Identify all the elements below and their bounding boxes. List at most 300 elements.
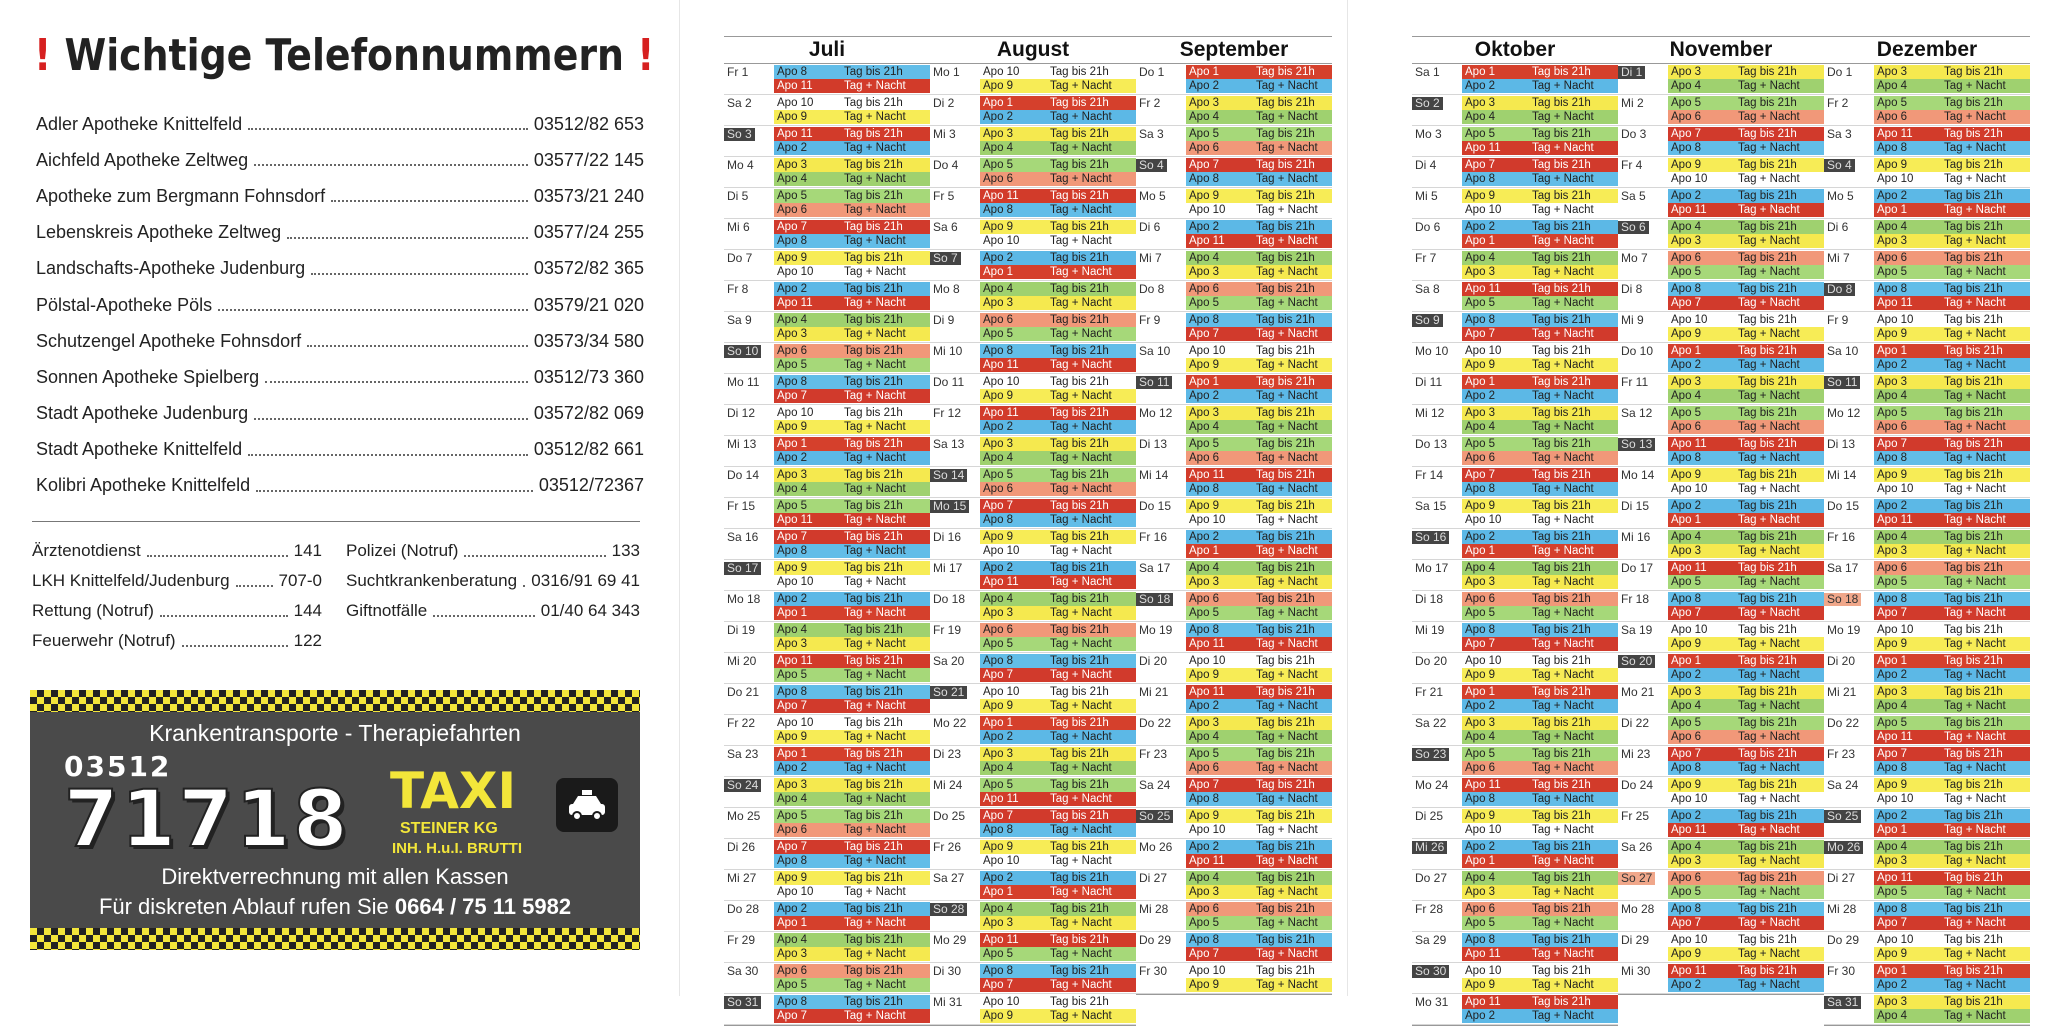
duty-entry [980,203,1136,217]
day-date: Do 7 [727,251,753,265]
dot-leader [331,194,528,202]
duty-shift: Tag bis 21h [1944,283,2003,295]
day-label [724,437,774,465]
duty-shift: Tag bis 21h [1050,841,1109,853]
day-label [930,406,980,434]
duty-entry [1874,623,2030,637]
day-row [1136,839,1332,870]
day-label [724,623,774,651]
duty-pharmacy: Apo 10 [983,66,1020,78]
duty-entry [1186,203,1332,217]
duty-shift: Tag bis 21h [1944,717,2003,729]
duty-shift: Tag bis 21h [1944,190,2003,202]
duty-rows [1874,685,2030,713]
duty-shift: Tag bis 21h [1532,128,1591,140]
duty-pharmacy: Apo 3 [1877,686,1908,698]
day-date: Sa 29 [1415,933,1447,947]
day-list [1136,64,1332,995]
duty-entry [1668,902,1824,916]
duty-shift: Tag + Nacht [1050,235,1112,247]
duty-entry [1668,544,1824,558]
day-label [724,778,774,806]
duty-rows [1668,282,1824,310]
duty-shift: Tag bis 21h [1738,128,1797,140]
day-label [1412,964,1462,992]
duty-pharmacy: Apo 2 [1189,390,1220,402]
day-label [1824,499,1874,527]
duty-pharmacy: Apo 7 [1189,328,1220,340]
duty-pharmacy: Apo 7 [1465,638,1496,650]
duty-shift: Tag bis 21h [1532,562,1591,574]
day-row [1824,777,2030,808]
dot-leader [523,579,525,587]
duty-pharmacy: Apo 9 [1189,979,1220,991]
duty-rows [1668,778,1824,806]
duty-entry [1462,730,1618,744]
duty-pharmacy: Apo 9 [1189,190,1220,202]
day-label [1824,902,1874,930]
duty-pharmacy: Apo 1 [983,266,1014,278]
taxi-call-line [30,894,640,920]
duty-pharmacy: Apo 6 [983,624,1014,636]
duty-shift: Tag bis 21h [1738,97,1797,109]
day-date: Do 1 [1139,65,1165,79]
day-date: Do 1 [1827,65,1853,79]
duty-shift: Tag + Nacht [1738,824,1800,836]
duty-shift: Tag bis 21h [1256,469,1315,481]
duty-pharmacy: Apo 2 [1671,190,1702,202]
duty-shift: Tag bis 21h [1738,66,1797,78]
duty-entry [980,296,1136,310]
duty-shift: Tag + Nacht [1944,824,2006,836]
duty-pharmacy: Apo 4 [1877,221,1908,233]
duty-entry [1874,79,2030,93]
duty-entry [1186,110,1332,124]
duty-shift: Tag + Nacht [1944,328,2006,340]
duty-shift: Tag + Nacht [1944,638,2006,650]
day-row [1824,467,2030,498]
day-row [930,994,1136,1025]
duty-pharmacy: Apo 7 [1671,297,1702,309]
duty-shift: Tag + Nacht [1738,514,1800,526]
duty-entry [1668,220,1824,234]
day-date: Di 9 [933,313,955,327]
day-label [1824,158,1874,186]
duty-pharmacy: Apo 8 [777,996,808,1008]
day-date: Mi 20 [727,654,757,668]
day-row [1618,281,1824,312]
duty-pharmacy: Apo 2 [983,111,1014,123]
duty-rows [1668,468,1824,496]
duty-entry [1668,871,1824,885]
day-label [1136,747,1186,775]
day-label [1824,127,1874,155]
duty-rows [980,158,1136,186]
duty-pharmacy: Apo 4 [1189,252,1220,264]
day-row [930,312,1136,343]
duty-rows [1186,716,1332,744]
duty-entry [1462,668,1618,682]
duty-shift: Tag bis 21h [1050,562,1109,574]
duty-shift: Tag + Nacht [844,545,906,557]
day-date: Fr 4 [1621,158,1643,172]
duty-entry [980,220,1136,234]
day-label [1618,437,1668,465]
duty-shift: Tag + Nacht [1050,669,1112,681]
duty-entry [1462,265,1618,279]
duty-rows [980,592,1136,620]
duty-pharmacy: Apo 5 [1671,886,1702,898]
day-date: Mo 14 [1621,468,1655,482]
day-row [1136,343,1332,374]
day-label [1824,437,1874,465]
duty-pharmacy: Apo 2 [777,452,808,464]
day-date: Sa 23 [727,747,759,761]
day-date: Mi 19 [1415,623,1445,637]
duty-rows [980,685,1136,713]
day-label [724,747,774,775]
duty-shift: Tag + Nacht [1944,483,2006,495]
duty-entry [774,902,930,916]
day-label [724,65,774,93]
duty-rows [1874,561,2030,589]
duty-entry [1874,358,2030,372]
duty-shift: Tag + Nacht [1738,297,1800,309]
exclamation-left: ! [34,30,52,81]
duty-pharmacy: Apo 9 [777,872,808,884]
duty-shift: Tag bis 21h [844,593,903,605]
duty-shift: Tag bis 21h [1532,345,1591,357]
duty-shift: Tag + Nacht [1050,545,1112,557]
duty-shift: Tag + Nacht [1532,266,1594,278]
day-label [1618,468,1668,496]
duty-shift: Tag + Nacht [1738,793,1800,805]
pharmacy-name: Stadt Apotheke Judenburg [36,403,249,424]
emergency-phone: 133 [611,541,640,560]
duty-pharmacy: Apo 2 [1465,1010,1496,1022]
duty-rows [1462,747,1618,775]
duty-pharmacy: Apo 10 [777,266,814,278]
duty-entry [1462,544,1618,558]
duty-pharmacy: Apo 10 [1877,314,1914,326]
duty-rows [1874,189,2030,217]
duty-entry [774,389,930,403]
duty-entry [980,110,1136,124]
duty-pharmacy: Apo 9 [777,421,808,433]
duty-pharmacy: Apo 1 [1465,545,1496,557]
duty-shift: Tag bis 21h [1944,624,2003,636]
day-row [1618,188,1824,219]
duty-shift: Tag + Nacht [1738,979,1800,991]
duty-shift: Tag bis 21h [1256,934,1315,946]
day-date: Fr 16 [1139,530,1168,544]
duty-entry [774,327,930,341]
duty-entry [1874,544,2030,558]
duty-pharmacy: Apo 4 [1465,872,1496,884]
duty-entry [1874,947,2030,961]
day-row [1412,746,1618,777]
duty-entry [980,964,1136,978]
duty-rows [1874,933,2030,961]
day-label [930,127,980,155]
emergency-row [346,566,640,596]
duty-pharmacy: Apo 11 [1671,824,1707,836]
duty-rows [1462,902,1618,930]
day-row [930,591,1136,622]
day-date: So 25 [1136,810,1173,823]
duty-entry [1462,220,1618,234]
duty-pharmacy: Apo 4 [1465,731,1496,743]
duty-rows [1186,933,1332,961]
duty-shift: Tag bis 21h [1256,686,1315,698]
duty-entry [1186,854,1332,868]
duty-rows [1462,282,1618,310]
duty-pharmacy: Apo 11 [983,934,1019,946]
duty-pharmacy: Apo 10 [1189,345,1226,357]
pharmacy-phone: 03572/82 365 [533,258,644,279]
day-row [930,560,1136,591]
duty-entry [1668,110,1824,124]
duty-shift: Tag + Nacht [1050,266,1112,278]
day-date: Fr 19 [933,623,962,637]
duty-entry [774,668,930,682]
duty-shift: Tag bis 21h [1532,97,1591,109]
duty-pharmacy: Apo 8 [777,235,808,247]
duty-pharmacy: Apo 3 [1189,717,1220,729]
duty-pharmacy: Apo 4 [983,903,1014,915]
duty-pharmacy: Apo 11 [1189,855,1225,867]
day-row [1824,498,2030,529]
day-label [1136,840,1186,868]
day-label [1136,592,1186,620]
duty-shift: Tag bis 21h [1532,717,1591,729]
day-date: So 16 [1412,531,1449,544]
duty-shift: Tag + Nacht [1532,824,1594,836]
duty-shift: Tag + Nacht [1050,700,1112,712]
pharmacy-row [36,323,644,359]
duty-pharmacy: Apo 7 [1671,748,1702,760]
duty-pharmacy: Apo 6 [1189,762,1220,774]
duty-entry [774,871,930,885]
duty-pharmacy: Apo 9 [1671,328,1702,340]
duty-entry [1668,823,1824,837]
duty-entry [774,375,930,389]
day-label [1136,561,1186,589]
duty-pharmacy: Apo 2 [1189,80,1220,92]
duty-shift: Tag bis 21h [844,934,903,946]
day-row [1136,529,1332,560]
day-date: Fr 2 [1827,96,1849,110]
duty-shift: Tag + Nacht [844,514,906,526]
duty-entry [1462,606,1618,620]
duty-pharmacy: Apo 7 [777,1010,808,1022]
day-label [1618,623,1668,651]
checker-border-bottom [30,928,640,950]
duty-pharmacy: Apo 6 [777,965,808,977]
duty-pharmacy: Apo 5 [1465,917,1496,929]
dot-leader [311,267,528,275]
duty-entry [1668,809,1824,823]
duty-pharmacy: Apo 10 [1671,793,1708,805]
day-label [1412,778,1462,806]
duty-pharmacy: Apo 7 [777,390,808,402]
duty-entry [774,623,930,637]
duty-shift: Tag bis 21h [1944,66,2003,78]
duty-rows [1186,654,1332,682]
duty-entry [774,699,930,713]
duty-entry [1874,792,2030,806]
emergency-row [32,566,322,596]
duty-shift: Tag bis 21h [1738,376,1797,388]
pharmacy-phone: 03573/34 580 [533,330,644,351]
duty-entry [1186,606,1332,620]
duty-pharmacy: Apo 4 [983,452,1014,464]
duty-entry [1186,220,1332,234]
duty-rows [1186,902,1332,930]
day-label [1618,251,1668,279]
duty-entry [774,778,930,792]
duty-shift: Tag + Nacht [1738,328,1800,340]
duty-pharmacy: Apo 7 [1465,469,1496,481]
duty-pharmacy: Apo 7 [1465,159,1496,171]
day-date: Mi 14 [1827,468,1857,482]
pharmacy-row [36,468,644,504]
day-row [1412,250,1618,281]
duty-shift: Tag bis 21h [1256,841,1315,853]
duty-shift: Tag + Nacht [1944,731,2006,743]
duty-pharmacy: Apo 11 [777,80,813,92]
duty-shift: Tag bis 21h [1738,934,1797,946]
day-label [724,964,774,992]
duty-pharmacy: Apo 10 [777,407,814,419]
day-row [724,591,930,622]
duty-rows [1186,344,1332,372]
duty-entry [1874,344,2030,358]
day-date: Do 18 [933,592,966,606]
day-date: So 23 [1412,748,1449,761]
duty-shift: Tag bis 21h [1256,965,1315,977]
duty-pharmacy: Apo 3 [1189,97,1220,109]
duty-rows [1462,871,1618,899]
duty-pharmacy: Apo 5 [777,500,808,512]
duty-rows [1186,778,1332,806]
duty-pharmacy: Apo 8 [1189,793,1220,805]
duty-shift: Tag + Nacht [1738,948,1800,960]
duty-entry [1462,189,1618,203]
duty-shift: Tag bis 21h [844,686,903,698]
duty-pharmacy: Apo 10 [1189,965,1226,977]
duty-pharmacy: Apo 2 [1465,221,1496,233]
day-row [724,126,930,157]
duty-pharmacy: Apo 2 [1189,841,1220,853]
day-row [724,622,930,653]
duty-pharmacy: Apo 2 [983,872,1014,884]
pharmacy-row [36,287,644,323]
duty-entry [774,964,930,978]
day-label [1136,902,1186,930]
dot-leader [218,303,528,311]
duty-shift: Tag + Nacht [844,762,906,774]
duty-pharmacy: Apo 2 [1465,390,1496,402]
day-row [1618,436,1824,467]
duty-rows [1186,623,1332,651]
duty-rows [1874,592,2030,620]
duty-pharmacy: Apo 5 [1671,407,1702,419]
duty-entry [980,854,1136,868]
duty-pharmacy: Apo 9 [1877,159,1908,171]
emergency-phone: 144 [293,601,322,620]
duty-entry [1668,575,1824,589]
duty-entry [1186,823,1332,837]
day-row [724,715,930,746]
duty-shift: Tag bis 21h [1944,748,2003,760]
day-date: Mi 28 [1139,902,1169,916]
duty-entry [774,420,930,434]
duty-shift: Tag + Nacht [1050,855,1112,867]
day-row [1824,95,2030,126]
duty-pharmacy: Apo 2 [777,762,808,774]
day-date: Fr 23 [1139,747,1168,761]
duty-shift: Tag bis 21h [1532,66,1591,78]
duty-entry [774,592,930,606]
duty-pharmacy: Apo 7 [1877,748,1908,760]
pharmacy-name: Sonnen Apotheke Spielberg [36,366,260,387]
day-row [1824,64,2030,95]
duty-pharmacy: Apo 1 [1671,655,1702,667]
pharmacy-phone: 03573/21 240 [533,185,644,206]
duty-pharmacy: Apo 8 [1671,593,1702,605]
day-date: Sa 1 [1415,65,1440,79]
day-label [1136,251,1186,279]
duty-pharmacy: Apo 2 [1877,979,1908,991]
duty-shift: Tag + Nacht [844,979,906,991]
duty-shift: Tag + Nacht [1738,731,1800,743]
duty-entry [1186,885,1332,899]
duty-shift: Tag + Nacht [1738,390,1800,402]
day-date: So 14 [930,469,967,482]
day-label [930,561,980,589]
duty-shift: Tag + Nacht [1738,886,1800,898]
duty-shift: Tag bis 21h [1050,996,1109,1008]
day-row [1824,126,2030,157]
duty-pharmacy: Apo 8 [1877,903,1908,915]
duty-entry [1186,668,1332,682]
day-date: So 9 [1412,314,1443,327]
duty-rows [1186,96,1332,124]
duty-shift: Tag bis 21h [1944,221,2003,233]
day-date: Fr 12 [933,406,962,420]
duty-shift: Tag bis 21h [844,531,903,543]
day-date: Mi 10 [933,344,963,358]
duty-entry [980,699,1136,713]
page-title [34,30,654,81]
day-label [930,313,980,341]
duty-shift: Tag + Nacht [1738,359,1800,371]
duty-entry [1874,282,2030,296]
day-row [724,312,930,343]
duty-pharmacy: Apo 6 [983,483,1014,495]
duty-entry [980,234,1136,248]
duty-shift: Tag bis 21h [844,314,903,326]
dot-leader [254,158,528,166]
emergency-row [32,596,322,626]
duty-entry [980,451,1136,465]
duty-pharmacy: Apo 1 [1465,376,1496,388]
duty-entry [774,437,930,451]
duty-rows [980,995,1136,1023]
duty-pharmacy: Apo 8 [1877,452,1908,464]
duty-pharmacy: Apo 10 [1465,514,1502,526]
